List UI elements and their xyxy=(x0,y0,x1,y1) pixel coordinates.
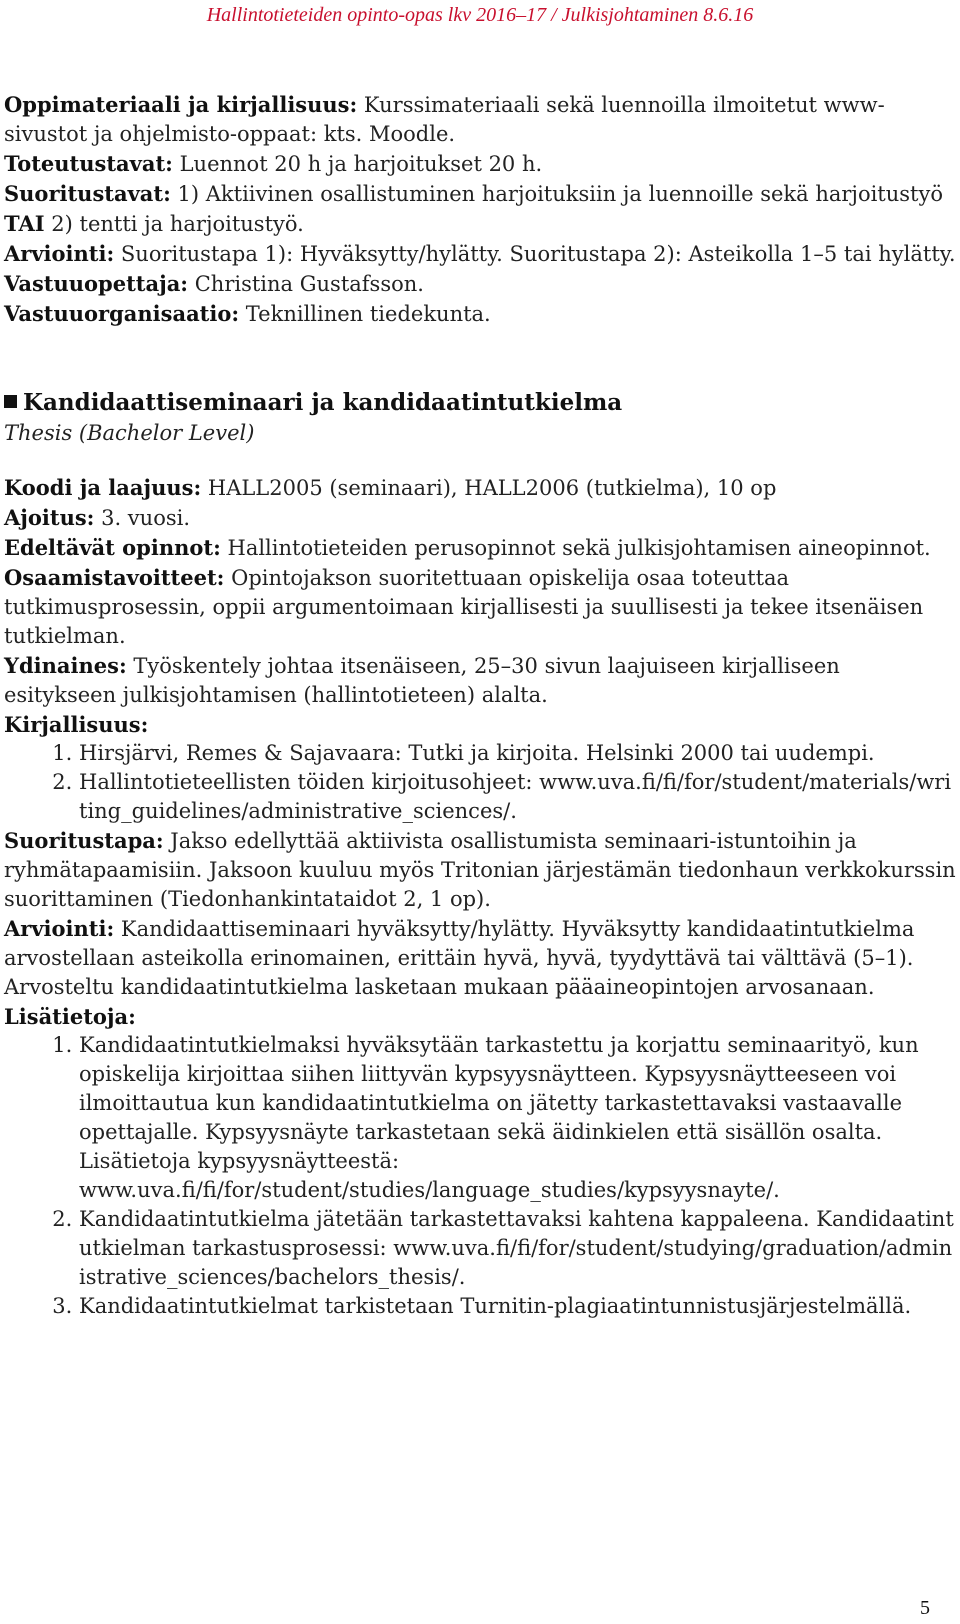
oppimateriaali-field xyxy=(4,90,956,149)
field-value: 1) Aktiivinen osallistuminen harjoituksiin ja luennoille sekä harjoitustyö xyxy=(170,182,943,206)
list-item: 2. Kandidaatintutkielma jätetään tarkastettavaksi kahtena kappaleena. Kandidaatintutkielman tarkastusprosessi: www.uva.fi/fi/for/student/studying/graduation/administrative_sciences/bachelors_thesis/. xyxy=(79,1205,956,1292)
field-value: 3. vuosi. xyxy=(94,506,191,530)
vastuuorganisaatio-field xyxy=(4,299,956,329)
suoritustavat-field xyxy=(4,179,956,239)
field-value: 2) tentti ja harjoitustyö. xyxy=(44,212,304,236)
lisatietoja-label: Lisätietoja: xyxy=(4,1004,136,1029)
field-label: Toteutustavat: xyxy=(4,151,173,176)
field-label: Osaamistavoitteet: xyxy=(4,565,225,590)
field-value: Teknillinen tiedekunta. xyxy=(239,302,491,326)
running-header: Hallintotieteiden opinto-opas lkv 2016–17 / Julkisjohtaminen 8.6.16 xyxy=(206,4,754,26)
field-label: Oppimateriaali ja kirjallisuus: xyxy=(4,92,358,117)
field-value: Luennot 20 h ja harjoitukset 20 h. xyxy=(172,152,543,176)
field-label: Vastuuopettaja: xyxy=(4,271,189,296)
course-title-text: Kandidaattiseminaari ja kandidaatintutkielma xyxy=(23,389,623,416)
field-value: Työskentely johtaa itsenäiseen, 25–30 sivun laajuiseen kirjalliseen esitykseen julkisjohtamisen (hallintotieteen) alalta. xyxy=(4,654,840,707)
course-title xyxy=(4,387,956,419)
field-label: Koodi ja laajuus: xyxy=(4,475,202,500)
field-label: Arviointi: xyxy=(4,241,115,266)
field-value: Christina Gustafsson. xyxy=(188,272,424,296)
field-value: Hallintotieteiden perusopinnot sekä julkisjohtamisen aineopinnot. xyxy=(220,536,931,560)
field-value: Jakso edellyttää aktiivista osallistumista seminaari-istuntoihin ja ryhmätapaamisiin. Jaksoon kuuluu myös Tritonian järjestämän tiedonhaun verkkokurssin suorittaminen (Tiedonhankintataidot 2, 1 op). xyxy=(4,829,956,911)
arviointi-field xyxy=(4,239,956,269)
field-label: Suoritustapa: xyxy=(4,828,164,853)
field-value: Kurssimateriaali sekä luennoilla ilmoitetut www-sivustot ja ohjelmisto-oppaat: kts. Moodle. xyxy=(4,93,885,146)
course-subtitle: Thesis (Bachelor Level) xyxy=(4,421,255,445)
field-value: Opintojakson suoritettuaan opiskelija osaa toteuttaa tutkimusprosessin, oppii argumentoimaan kirjallisesti ja suullisesti ja tekee itsenäisen tutkielman. xyxy=(4,566,924,648)
field-label: Ajoitus: xyxy=(4,505,95,530)
list-item: 2. Hallintotieteellisten töiden kirjoitusohjeet: www.uva.fi/fi/for/student/materials/writing_guidelines/administrative_sciences/. xyxy=(79,768,956,826)
ydinaines-field xyxy=(4,651,956,710)
list-item: 3. Kandidaatintutkielmat tarkistetaan Turnitin-plagiaatintunnistusjärjestelmällä. xyxy=(79,1292,956,1321)
square-bullet-icon xyxy=(4,395,17,408)
field-label: Arviointi: xyxy=(4,916,115,941)
vastuuopettaja-field xyxy=(4,269,956,299)
arviointi-course-field xyxy=(4,914,956,1002)
koodi-field xyxy=(4,473,956,503)
page-number: 5 xyxy=(920,1597,930,1619)
list-item: 1. Kandidaatintutkielmaksi hyväksytään tarkastettu ja korjattu seminaarityö, kun opiskelija kirjoittaa siihen liittyvän kypsyysnäytteen. Kypsyysnäytteeseen voi ilmoittautua kun kandidaatintutkielma on jätetty tarkastettavaksi vastaavalle opettajalle. Kypsyysnäyte tarkastetaan sekä äidinkielen että sisällön osalta. Lisätietoja kypsyysnäytteestä: www.uva.fi/fi/for/student/studies/language_studies/kypsyysnayte/. xyxy=(79,1031,956,1205)
field-value: Suoritustapa 1): Hyväksytty/hylätty. Suoritustapa 2): Asteikolla 1–5 tai hylätty. xyxy=(114,242,956,266)
field-value: Kandidaattiseminaari hyväksytty/hylätty. Hyväksytty kandidaatintutkielma arvostellaan asteikolla erinomainen, erittäin hyvä, hyvä, tyydyttävä tai välttävä (5–1). Arvosteltu kandidaatintutkielma lasketaan mukaan pääaineopintojen arvosanaan. xyxy=(4,917,915,999)
kirjallisuus-list xyxy=(4,739,956,826)
list-item: 1. Hirsjärvi, Remes & Sajavaara: Tutki ja kirjoita. Helsinki 2000 tai uudempi. xyxy=(79,739,956,768)
edeltavat-field xyxy=(4,533,956,563)
suoritustapa-field xyxy=(4,826,956,914)
toteutustavat-field xyxy=(4,149,956,179)
field-value: HALL2005 (seminaari), HALL2006 (tutkielma), 10 op xyxy=(201,476,777,500)
field-label: Ydinaines: xyxy=(4,653,127,678)
document-body xyxy=(4,90,956,1321)
field-label: Vastuuorganisaatio: xyxy=(4,301,240,326)
field-label: Suoritustavat: xyxy=(4,181,171,206)
osaamistavoitteet-field xyxy=(4,563,956,651)
field-label: Edeltävät opinnot: xyxy=(4,535,221,560)
kirjallisuus-label: Kirjallisuus: xyxy=(4,712,149,737)
lisatietoja-list xyxy=(4,1031,956,1321)
ajoitus-field xyxy=(4,503,956,533)
field-emphasis: TAI xyxy=(4,211,45,236)
